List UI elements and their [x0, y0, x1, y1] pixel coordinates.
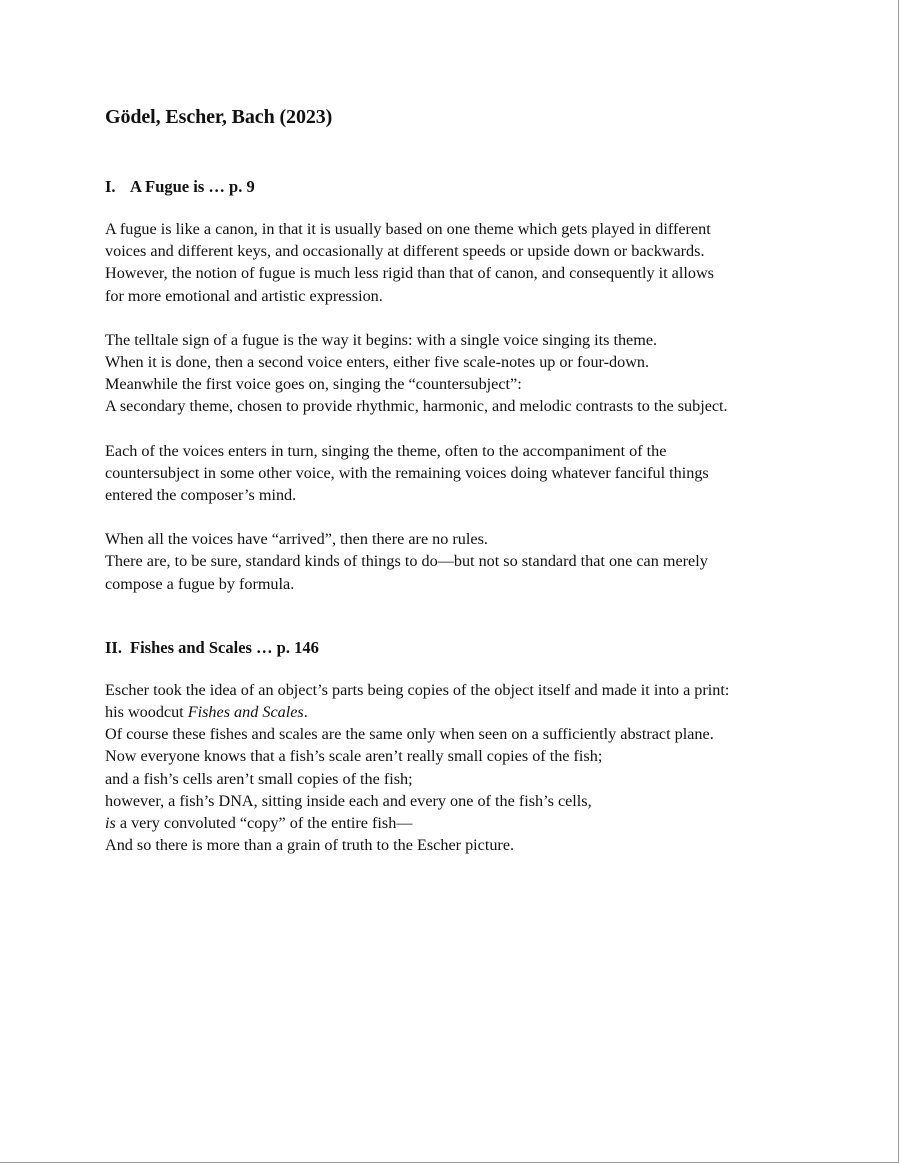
text-line: for more emotional and artistic expression. — [105, 286, 383, 305]
text-fragment: his woodcut — [105, 703, 188, 722]
text-line — [105, 701, 805, 723]
paragraph-fishes-and-scales — [105, 679, 805, 857]
paragraph-fugue-definition — [105, 218, 805, 307]
paragraph-fugue-voices — [105, 440, 805, 507]
text-line: A fugue is like a canon, in that it is usually based on one theme which gets played in different — [105, 220, 711, 238]
document-content — [105, 104, 805, 856]
text-fragment: . — [303, 703, 308, 722]
text-line: When all the voices have “arrived”, then there are no rules. — [105, 530, 488, 549]
text-line: and a fish’s cells aren’t small copies of the fish; — [105, 769, 413, 788]
section-number: I. — [105, 177, 116, 196]
section-heading-fugue — [105, 176, 805, 198]
text-line — [105, 812, 805, 834]
text-line: When it is done, then a second voice enters, either five scale-notes up or four-down. — [105, 353, 650, 372]
text-line: There are, to be sure, standard kinds of things to do—but not so standard that one can merely — [105, 552, 708, 571]
text-line: Each of the voices enters in turn, singing the theme, often to the accompaniment of the — [105, 441, 667, 460]
text-fragment: a very convoluted “copy” of the entire fish— — [115, 814, 413, 833]
paragraph-fugue-beginning — [105, 329, 805, 418]
text-line: And so there is more than a grain of truth to the Escher picture. — [105, 836, 515, 855]
text-line: However, the notion of fugue is much less rigid than that of canon, and consequently it allows — [105, 264, 714, 283]
section-title: A Fugue is … p. 9 — [130, 177, 255, 196]
document-title: Gödel, Escher, Bach (2023) — [105, 106, 333, 128]
text-line: however, a fish’s DNA, sitting inside each and every one of the fish’s cells, — [105, 791, 592, 810]
text-line: Meanwhile the first voice goes on, singing the “countersubject”: — [105, 375, 522, 394]
text-line: voices and different keys, and occasionally at different speeds or upside down or backwards. — [105, 242, 705, 261]
section-number: II. — [105, 637, 122, 657]
text-line: Of course these fishes and scales are the same only when seen on a sufficiently abstract plane. — [105, 725, 714, 744]
text-line: countersubject in some other voice, with the remaining voices doing whatever fanciful things — [105, 463, 709, 482]
artwork-title: Fishes and Scales — [187, 703, 304, 722]
text-line: entered the composer’s mind. — [105, 486, 297, 505]
text-line: Now everyone knows that a fish’s scale aren’t really small copies of the fish; — [105, 747, 603, 766]
emphasis-word: is — [105, 814, 116, 833]
text-line: compose a fugue by formula. — [105, 574, 295, 593]
paragraph-fugue-rules — [105, 528, 805, 595]
section-heading-fishes — [105, 637, 805, 659]
text-line: Escher took the idea of an object’s parts being copies of the object itself and made it into a print: — [105, 680, 730, 699]
text-line: A secondary theme, chosen to provide rhythmic, harmonic, and melodic contrasts to the subject. — [105, 397, 728, 416]
section-title: Fishes and Scales … p. 146 — [130, 637, 319, 657]
text-line: The telltale sign of a fugue is the way it begins: with a single voice singing its theme. — [105, 330, 658, 349]
